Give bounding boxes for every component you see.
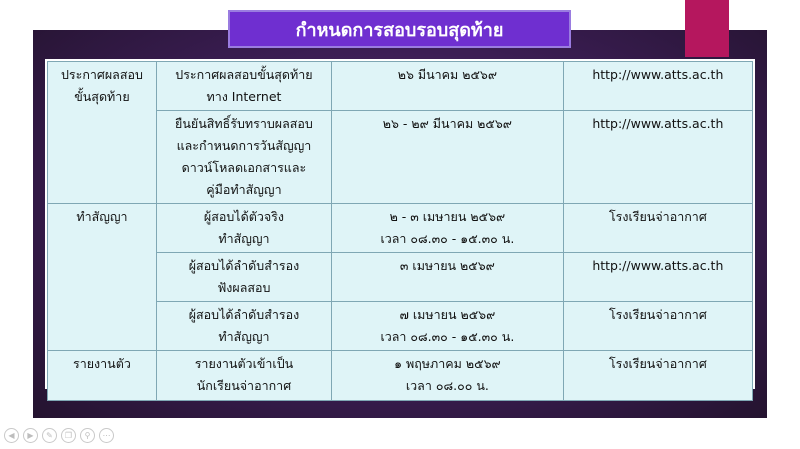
cell-text: นักเรียนจ่าอากาศ (196, 378, 292, 393)
cell-text: เวลา ๐๘.๐๐ น. (405, 378, 489, 393)
cell-text: ยืนยันสิทธิ์รับทราบผลสอบ (175, 116, 313, 131)
table-cell (156, 62, 331, 111)
cell-text: ฟังผลสอบ (217, 280, 271, 295)
table-cell (48, 204, 157, 351)
cell-text: ผู้สอบได้ลำดับสำรอง (188, 307, 300, 322)
cell-text: และกำหนดการวันสัญญา (176, 138, 312, 153)
cell-text: ๓ เมษายน ๒๕๖๙ (399, 258, 495, 273)
table-cell (156, 351, 331, 401)
more-icon[interactable]: ⋯ (99, 428, 114, 443)
table-row (48, 204, 753, 253)
cell-text: ผู้สอบได้ตัวจริง (203, 209, 284, 224)
cell-text: โรงเรียนจ่าอากาศ (608, 209, 707, 224)
prev-icon[interactable]: ◀ (4, 428, 19, 443)
cell-text: ๗ เมษายน ๒๕๖๙ (399, 307, 496, 322)
cell-text: http://www.atts.ac.th (592, 116, 724, 131)
table-cell (563, 204, 752, 253)
table-cell (332, 302, 564, 351)
schedule-table (47, 61, 753, 401)
accent-bar (685, 0, 729, 57)
cell-text: โรงเรียนจ่าอากาศ (608, 356, 707, 371)
cell-text: คู่มือทำสัญญา (206, 182, 282, 197)
pen-icon[interactable]: ✎ (42, 428, 57, 443)
zoom-icon[interactable]: ⚲ (80, 428, 95, 443)
cell-text: ดาวน์โหลดเอกสารและ (181, 160, 307, 175)
cell-text: ประกาศผลสอบขั้นสุดท้าย (175, 67, 313, 82)
table-cell (563, 62, 752, 111)
cell-text: ๑ พฤษภาคม ๒๕๖๙ (394, 356, 501, 371)
cell-text: ๒๖ มีนาคม ๒๕๖๙ (397, 67, 498, 82)
table-cell (563, 111, 752, 204)
cell-text: ประกาศผลสอบ (60, 67, 143, 82)
cell-text: โรงเรียนจ่าอากาศ (608, 307, 707, 322)
table-cell (563, 253, 752, 302)
cell-text: ทำสัญญา (76, 209, 128, 224)
cell-text: http://www.atts.ac.th (592, 67, 724, 82)
cell-text: ทำสัญญา (218, 329, 270, 344)
cell-text: รายงานตัวเข้าเป็น (194, 356, 294, 371)
copy-icon[interactable]: ❐ (61, 428, 76, 443)
table-cell (156, 253, 331, 302)
table-row (48, 62, 753, 111)
schedule-table-frame (45, 59, 755, 393)
cell-text: เวลา ๐๘.๓๐ - ๑๕.๓๐ น. (380, 329, 515, 344)
table-row (48, 351, 753, 401)
table-cell (48, 62, 157, 204)
table-cell (332, 204, 564, 253)
table-cell (563, 302, 752, 351)
cell-text: รายงานตัว (73, 356, 131, 371)
table-cell (332, 351, 564, 401)
table-cell (332, 253, 564, 302)
slideshow-toolbar (4, 428, 114, 443)
slide-title-text: กำหนดการสอบรอบสุดท้าย (295, 19, 504, 41)
table-cell (563, 351, 752, 401)
next-icon[interactable]: ▶ (23, 428, 38, 443)
table-cell (156, 204, 331, 253)
table-cell (332, 62, 564, 111)
table-cell (332, 111, 564, 204)
table-cell (48, 351, 157, 401)
cell-text: เวลา ๐๘.๓๐ - ๑๕.๓๐ น. (380, 231, 515, 246)
cell-text: ๒๖ - ๒๙ มีนาคม ๒๕๖๙ (382, 116, 512, 131)
table-cell (156, 302, 331, 351)
table-cell (156, 111, 331, 204)
cell-text: ๒ - ๓ เมษายน ๒๕๖๙ (389, 209, 506, 224)
cell-text: ขั้นสุดท้าย (74, 89, 130, 104)
cell-text: http://www.atts.ac.th (592, 258, 724, 273)
slide-title (228, 10, 571, 48)
cell-text: ทำสัญญา (218, 231, 270, 246)
cell-text: ผู้สอบได้ลำดับสำรอง (188, 258, 300, 273)
cell-text: ทาง Internet (206, 89, 282, 104)
